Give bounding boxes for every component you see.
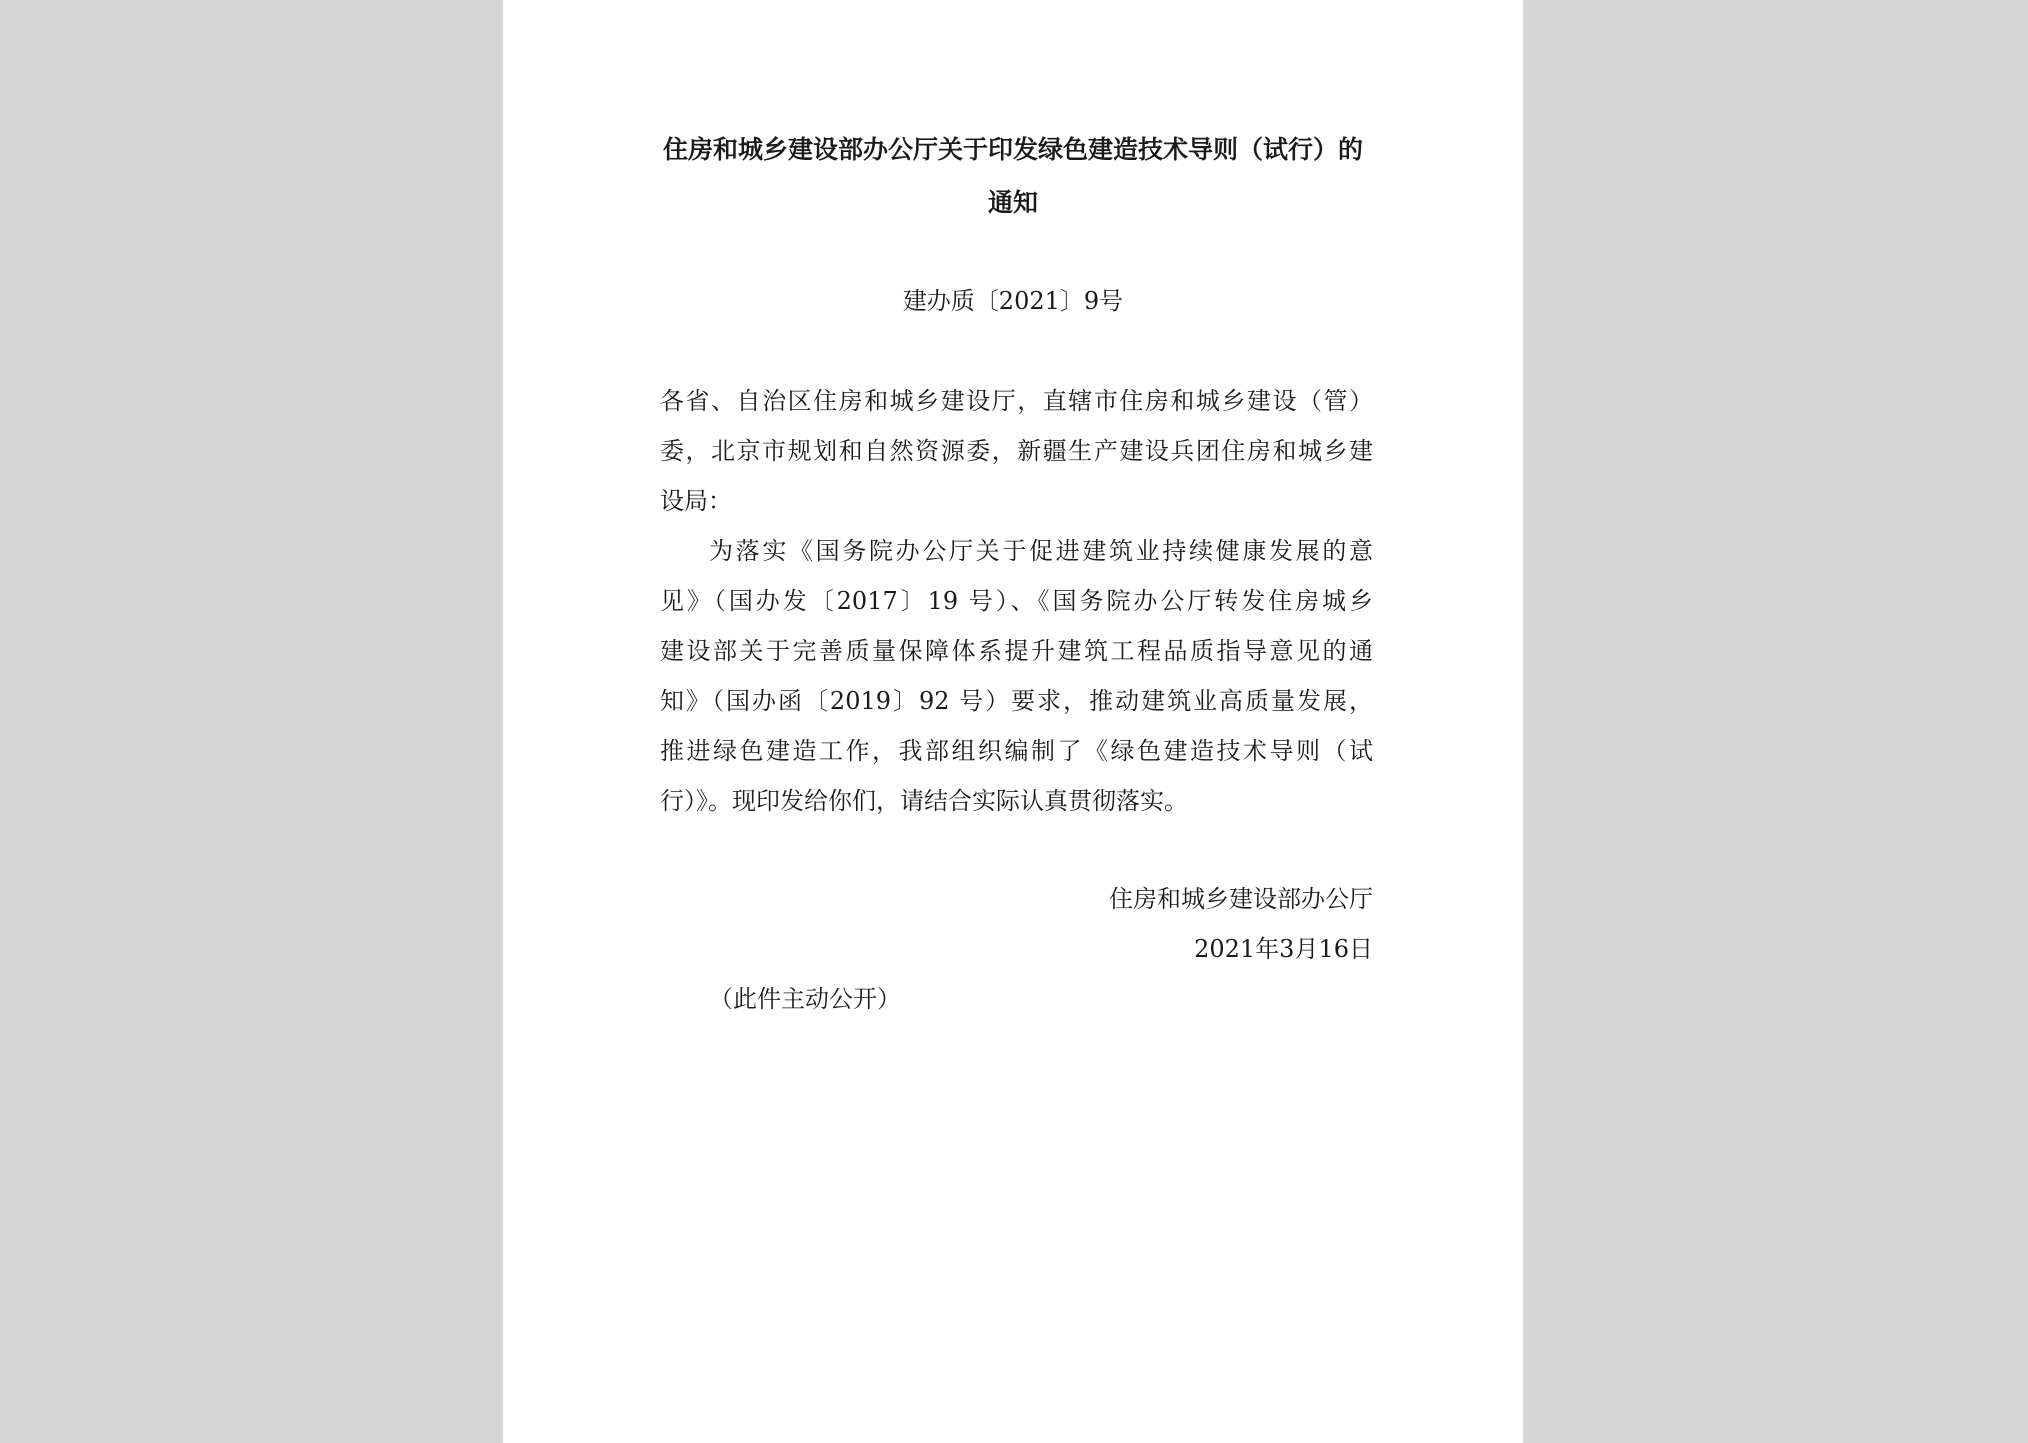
disclosure-note: （此件主动公开） xyxy=(709,985,901,1013)
body-line: 见》（国办发〔2017〕19 号）、《国务院办公厅转发住房城乡 xyxy=(660,587,1373,615)
body-line: 行）》。现印发给你们，请结合实际认真贯彻落实。 xyxy=(660,787,1188,815)
addressee-line: 各省、自治区住房和城乡建设厅，直辖市住房和城乡建设（管） xyxy=(660,387,1373,415)
signature-org: 住房和城乡建设部办公厅 xyxy=(1109,885,1373,913)
document-page xyxy=(503,0,1523,1443)
body-line: 知》（国办函〔2019〕92 号）要求，推动建筑业高质量发展， xyxy=(660,687,1373,715)
addressee-line: 设局： xyxy=(660,487,732,515)
addressee-line: 委，北京市规划和自然资源委，新疆生产建设兵团住房和城乡建 xyxy=(660,437,1373,465)
signature-date: 2021年3月16日 xyxy=(1194,935,1373,963)
body-line: 推进绿色建造工作，我部组织编制了《绿色建造技术导则（试 xyxy=(660,737,1373,765)
title-line-2: 通知 xyxy=(987,188,1038,217)
body-line: 建设部关于完善质量保障体系提升建筑工程品质指导意见的通 xyxy=(660,637,1373,665)
title-line-1: 住房和城乡建设部办公厅关于印发绿色建造技术导则（试行）的 xyxy=(662,135,1363,164)
document-number: 建办质〔2021〕9号 xyxy=(902,287,1124,315)
body-line: 为落实《国务院办公厅关于促进建筑业持续健康发展的意 xyxy=(709,537,1373,565)
